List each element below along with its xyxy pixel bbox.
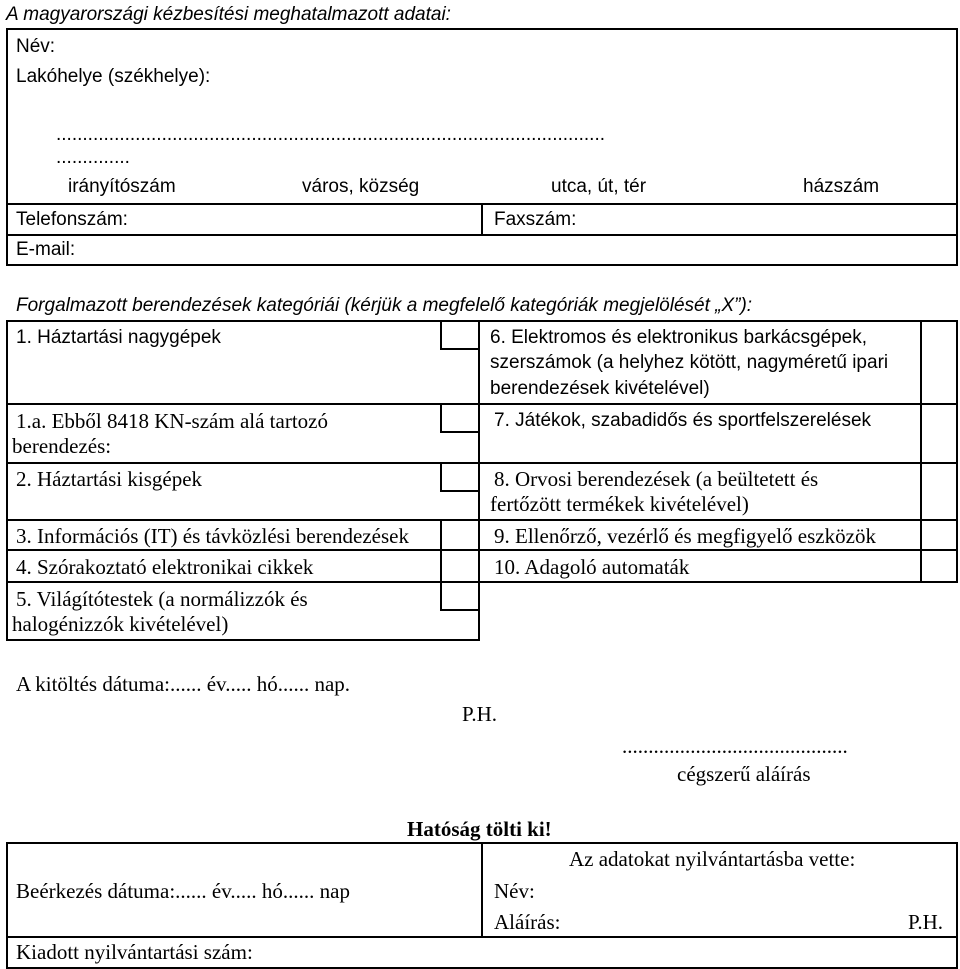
category-c1a-line1: 1.a. Ebből 8418 KN-szám alá tartozó bbox=[16, 409, 328, 433]
address-col-city: város, község bbox=[302, 176, 420, 197]
category-c1: 1. Háztartási nagygépek bbox=[16, 327, 221, 348]
category-c6-line2: szerszámok (a helyhez kötött, nagyméretű ipari bbox=[490, 352, 889, 373]
checkbox-c4[interactable] bbox=[440, 549, 480, 583]
recipient-heading: A magyarországi kézbesítési meghatalmazott adatai: bbox=[6, 4, 451, 25]
fill-date-line: A kitöltés dátuma:...... év..... hó...... nap. bbox=[16, 672, 351, 696]
recipient-name-label: Név: bbox=[16, 36, 56, 57]
recipient-fax-label: Faxszám: bbox=[494, 209, 577, 230]
authority-registered-by: Az adatokat nyilvántartásba vette: bbox=[569, 847, 856, 871]
category-c1a-line2: berendezés: bbox=[12, 434, 112, 458]
authority-stamp-label: P.H. bbox=[908, 910, 944, 934]
category-c6-line1: 6. Elektromos és elektronikus barkácsgépek, bbox=[490, 327, 868, 348]
category-c6-line3: berendezések kivételével) bbox=[490, 378, 710, 399]
category-c10: 10. Adagoló automaták bbox=[494, 555, 690, 579]
checkbox-c1a[interactable] bbox=[440, 403, 480, 433]
received-date-line: Beérkezés dátuma:...... év..... hó...... nap bbox=[16, 879, 350, 903]
address-dots-line-2: .............. bbox=[56, 147, 130, 168]
authority-heading: Hatóság tölti ki! bbox=[407, 817, 552, 841]
categories-heading: Forgalmazott berendezések kategóriái (kérjük a megfelelő kategóriák megjelölését „X”): bbox=[16, 295, 753, 316]
recipient-address-label: Lakóhelye (székhelye): bbox=[16, 66, 211, 87]
stamp-label: P.H. bbox=[462, 702, 498, 726]
signature-dots: ........................................... bbox=[622, 734, 848, 758]
category-c7: 7. Játékok, szabadidős és sportfelszerelések bbox=[494, 410, 872, 431]
checkbox-c5[interactable] bbox=[440, 581, 480, 611]
category-c2: 2. Háztartási kisgépek bbox=[16, 467, 203, 491]
category-c4: 4. Szórakoztató elektronikai cikkek bbox=[16, 555, 314, 579]
checkbox-c2[interactable] bbox=[440, 462, 480, 492]
category-c5-line2: halogénizzók kivételével) bbox=[12, 612, 229, 636]
address-col-house: házszám bbox=[803, 176, 880, 197]
category-c9: 9. Ellenőrző, vezérlő és megfigyelő eszközök bbox=[494, 524, 876, 548]
checkbox-c3[interactable] bbox=[440, 519, 480, 551]
category-c3: 3. Információs (IT) és távközlési berendezések bbox=[16, 524, 409, 548]
issued-number-label: Kiadott nyilvántartási szám: bbox=[16, 940, 253, 964]
address-dots-line-1: ........................................................................................................ bbox=[56, 124, 605, 145]
signature-label: cégszerű aláírás bbox=[677, 762, 811, 786]
category-c8-line2: fertőzött termékek kivételével) bbox=[490, 492, 749, 516]
checkbox-c1[interactable] bbox=[440, 320, 480, 350]
category-c5-line1: 5. Világítótestek (a normálizzók és bbox=[16, 587, 308, 611]
address-col-zip: irányítószám bbox=[68, 176, 176, 197]
authority-signature-label: Aláírás: bbox=[494, 910, 561, 934]
address-col-street: utca, út, tér bbox=[551, 176, 647, 197]
recipient-phone-label: Telefonszám: bbox=[16, 209, 128, 230]
recipient-email-label: E-mail: bbox=[16, 239, 76, 260]
category-c8-line1: 8. Orvosi berendezések (a beültetett és bbox=[494, 467, 819, 491]
authority-name-label: Név: bbox=[494, 879, 535, 903]
